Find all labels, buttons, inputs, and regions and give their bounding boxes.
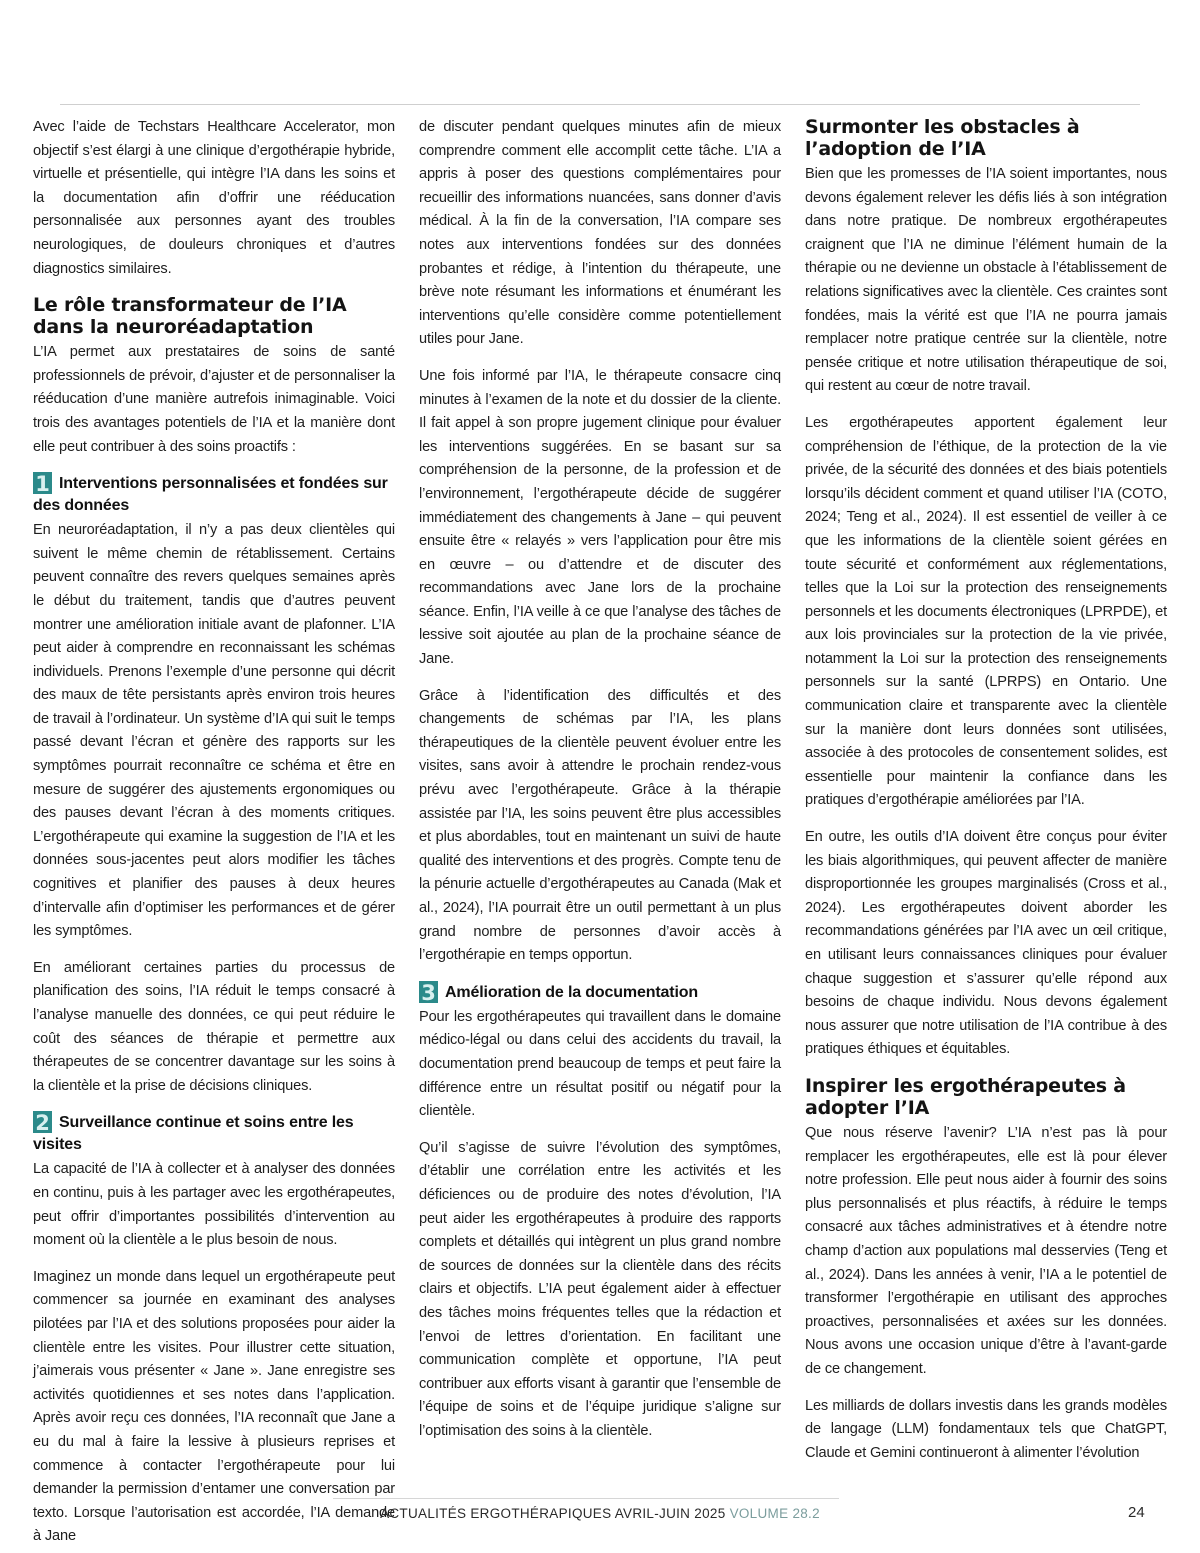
- paragraph: Les ergothérapeutes apportent également leur compréhension de l’éthique, de la protection de la vie privée, de la sécurité des données et des biais potentiels lorsqu’ils décident comment et quand utiliser l’IA (COTO, 2024; Teng et al., 2024). Il est essentiel de veiller à ce que les informations de la clientèle soient gérées en toute sécurité et conformément aux réglementations, telles que la Loi sur la protection des renseignements personnels et les documents électroniques (LPRPDE), et aux lois provinciales sur la protection de la vie privée, notamment la Loi sur la protection des renseignements personnels sur la santé (LPRPS) en Ontario. Une communication claire et transparente avec la clientèle sur la manière dont leurs données sont utilisées, associée à des protocoles de consentement solides, est essentielle pour maintenir la confiance dans les pratiques d’ergothérapie améliorées par l’IA.: [805, 414, 1167, 809]
- subheading-text: Surveillance continue et soins entre les visites: [33, 1114, 354, 1154]
- paragraph: Que nous réserve l’avenir? L’IA n’est pas là pour remplacer les ergothérapeutes, elle est là pour élever notre profession. Elle peut nous aider à fournir des soins plus personnalisés et plus réactifs, à réduire le temps consacré aux tâches administratives et à étendre notre champ d’action aux populations mal desservies (Teng et al., 2024). Dans les années à venir, l’IA a le potentiel de transformer l’ergothérapie en utilisant des approches proactives, personnalisées et axées sur les données. Nous avons une occasion unique d’être à l’avant-garde de ce changement.: [805, 1124, 1167, 1377]
- paragraph: L’IA permet aux prestataires de soins de santé professionnels de prévoir, d’ajuster et de personnaliser la rééducation d’une manière autrefois inimaginable. Voici trois des avantages potentiels de l’IA et la manière dont elle peut contribuer à des soins proactifs :: [33, 344, 395, 455]
- paragraph: La capacité de l’IA à collecter et à analyser des données en continu, puis à les partager avec les ergothérapeutes, peut offrir d’importantes possibilités d’intervention au moment où la clientèle a le plus besoin de nous.: [33, 1161, 395, 1249]
- subheading-text: Amélioration de la documentation: [445, 983, 699, 1001]
- issue-date: AVRIL-JUIN 2025: [614, 1506, 726, 1521]
- number-badge-1: 1: [33, 472, 52, 494]
- paragraph: En outre, les outils d’IA doivent être conçus pour éviter les biais algorithmiques, qui peuvent affecter de manière disproportionnée les groupes marginalisés (Cross et al., 2024). Les ergothérapeutes doivent aborder les recommandations générées par l’IA avec un œil critique, en utilisant leurs connaissances cliniques pour évaluer chaque suggestion et s’assurer qu’elle répond aux besoins de chaque individu. Nous devons également nous assurer que notre utilisation de l’IA contribue à des pratiques éthiques et équitables.: [805, 829, 1167, 1058]
- paragraph: Les milliards de dollars investis dans les grands modèles de langage (LLM) fondamentaux tels que ChatGPT, Claude et Gemini continueront à alimenter l’évolution: [805, 1397, 1167, 1461]
- numbered-subheading: [419, 981, 781, 1004]
- section-heading: Inspirer les ergothérapeutes à adopter l’IA: [805, 1074, 1126, 1119]
- paragraph: Avec l’aide de Techstars Healthcare Accelerator, mon objectif s’est élargi à une clinique d’ergothérapie hybride, virtuelle et présentielle, qui intègre l’IA dans les soins et la documentation afin d’offrir une rééducation personnalisée aux personnes ayant des troubles neurologiques, de douleurs chroniques et d’autres diagnostics similaires.: [33, 119, 395, 277]
- paragraph: En neuroréadaptation, il n’y a pas deux clientèles qui suivent le même chemin de rétablissement. Certains peuvent connaître des revers quelques semaines après le début du traitement, tandis que d’autres peuvent montrer une amélioration initiale avant de plafonner. L’IA peut aider à comprendre en reconnaissant les schémas individuels. Prenons l’exemple d’une personne qui décrit des maux de tête persistants après environ trois heures de travail à l’ordinateur. Un système d’IA qui suit le temps passé devant l’écran et génère des rapports sur les symptômes pourrait reconnaître ce schéma et être en mesure de suggérer des ajustements ergonomiques ou des pauses devant l’écran à des moments critiques. L’ergothérapeute qui examine la suggestion de l’IA et les données sous-jacentes peut alors modifier les tâches cognitives et planifier des pauses à deux heures d’intervalle afin d’optimiser les performances et de gérer les symptômes.: [33, 522, 395, 940]
- section-heading: Le rôle transformateur de l’IA dans la neuroréadaptation: [33, 294, 347, 339]
- paragraph: Qu’il s’agisse de suivre l’évolution des symptômes, d’établir une corrélation entre les activités et les déficiences ou de produire des notes d’évolution, l’IA peut aider les ergothérapeutes à produire des rapports complets et détaillés qui intègrent un plus grand nombre de sources de données sur la clientèle dans des récits clairs et objectifs. L’IA peut également aider à effectuer des tâches moins fréquentes telles que la rédaction et l’envoi de lettres d’orientation. En facilitant une communication complète et opportune, l’IA peut contribuer aux efforts visant à garantir que l’ensemble de l’équipe de soins et de l’équipe juridique s’aligne sur l’optimisation des soins à la clientèle.: [419, 1139, 781, 1439]
- number-badge-3: 3: [419, 981, 438, 1003]
- column-1: [33, 116, 395, 1545]
- column-3: [805, 116, 1167, 1496]
- page-number: 24: [1128, 1504, 1145, 1521]
- paragraph: Grâce à l’identification des difficultés et des changements de schémas par l’IA, les plans thérapeutiques de la clientèle peuvent évoluer entre les visites, sans avoir à attendre le prochain rendez-vous prévu avec l’ergothérapeute. Grâce à la thérapie assistée par l’IA, les soins peuvent être plus accessibles et plus abordables, tout en maintenant un suivi de haute qualité des interventions et des progrès. Compte tenu de la pénurie actuelle d’ergothérapeutes au Canada (Mak et al., 2024), l’IA pourrait être un outil permettant à un plus grand nombre de personnes d’avoir accès à l’ergothérapie en temps opportun.: [419, 687, 781, 964]
- footer-divider: [333, 1498, 839, 1499]
- number-badge-2: 2: [33, 1111, 52, 1133]
- paragraph: de discuter pendant quelques minutes afin de mieux comprendre comment elle accomplit cette tâche. L’IA a appris à poser des questions complémentaires pour recueillir des informations nuancées, sans donner d’avis médical. À la fin de la conversation, l’IA compare ses notes aux interventions fondées sur des données probantes et rédige, à l’intention du thérapeute, une brève note résumant les informations et énumérant les interventions qu’elle considère comme potentiellement utiles pour Jane.: [419, 119, 781, 348]
- paragraph: Imaginez un monde dans lequel un ergothérapeute peut commencer sa journée en examinant des analyses pilotées par l’IA et des solutions proposées pour aider la clientèle entre les visites. Pour illustrer cette situation, j’aimerais vous présenter « Jane ». Jane enregistre ses activités quotidiennes et ses notes dans l’application. Après avoir reçu ces données, l’IA reconnaît que Jane a eu du mal à faire la lessive à plusieurs reprises et commence à contacter l’ergothérapeute pour lui demander la permission d’entamer une conversation par texto. Lorsque l’autorisation est accordée, l’IA demande à Jane: [33, 1268, 395, 1545]
- paragraph: En améliorant certaines parties du processus de planification des soins, l’IA réduit le temps consacré à l’analyse manuelle des données, ce qui peut réduire le coût des séances de thérapie et permettre aux thérapeutes de se concentrer davantage sur les soins à la clientèle et la prise de décisions cliniques.: [33, 959, 395, 1094]
- footer: [0, 1506, 1200, 1521]
- magazine-title: ACTUALITÉS ERGOTHÉRAPIQUES: [380, 1506, 612, 1521]
- paragraph: Pour les ergothérapeutes qui travaillent dans le domaine médico-légal ou dans celui des accidents du travail, la documentation prend beaucoup de temps et peut faire la différence entre un résultat positif ou négatif pour la clientèle.: [419, 1008, 781, 1120]
- paragraph: Une fois informé par l’IA, le thérapeute consacre cinq minutes à l’examen de la note et du dossier de la cliente. Il fait appel à son propre jugement clinique pour évaluer les interventions suggérées. En se basant sur sa compréhension de la personne, de la profession et de l’environnement, l’ergothérapeute décide de suggérer immédiatement des changements à Jane – qui peuvent ensuite être « relayés » vers l’application pour être mis en œuvre – ou d’attendre et de discuter des recommandations avec Jane lors de la prochaine séance. Enfin, l’IA veille à ce que l’analyse des tâches de lessive soit ajoutée au plan de la prochaine séance de Jane.: [419, 367, 781, 668]
- column-2: [419, 116, 781, 1496]
- volume-label: VOLUME 28.2: [729, 1506, 820, 1521]
- subheading-text: Interventions personnalisées et fondées sur des données: [33, 475, 388, 515]
- top-divider: [60, 104, 1140, 105]
- section-heading: Surmonter les obstacles à l’adoption de l’IA: [805, 116, 1080, 160]
- paragraph: Bien que les promesses de l’IA soient importantes, nous devons également relever les défis liés à son intégration dans notre pratique. De nombreux ergothérapeutes craignent que l’IA ne diminue l’élément humain de la thérapie ou ne devienne un obstacle à l’établissement de relations significatives avec la clientèle. Ces craintes sont fondées, mais la vérité est que l’IA ne pourra jamais remplacer notre pratique centrée sur la clientèle, notre pensée critique et notre utilisation thérapeutique de soi, qui restent au cœur de notre travail.: [805, 166, 1167, 395]
- numbered-subheading: [33, 1111, 395, 1156]
- numbered-subheading: [33, 472, 395, 517]
